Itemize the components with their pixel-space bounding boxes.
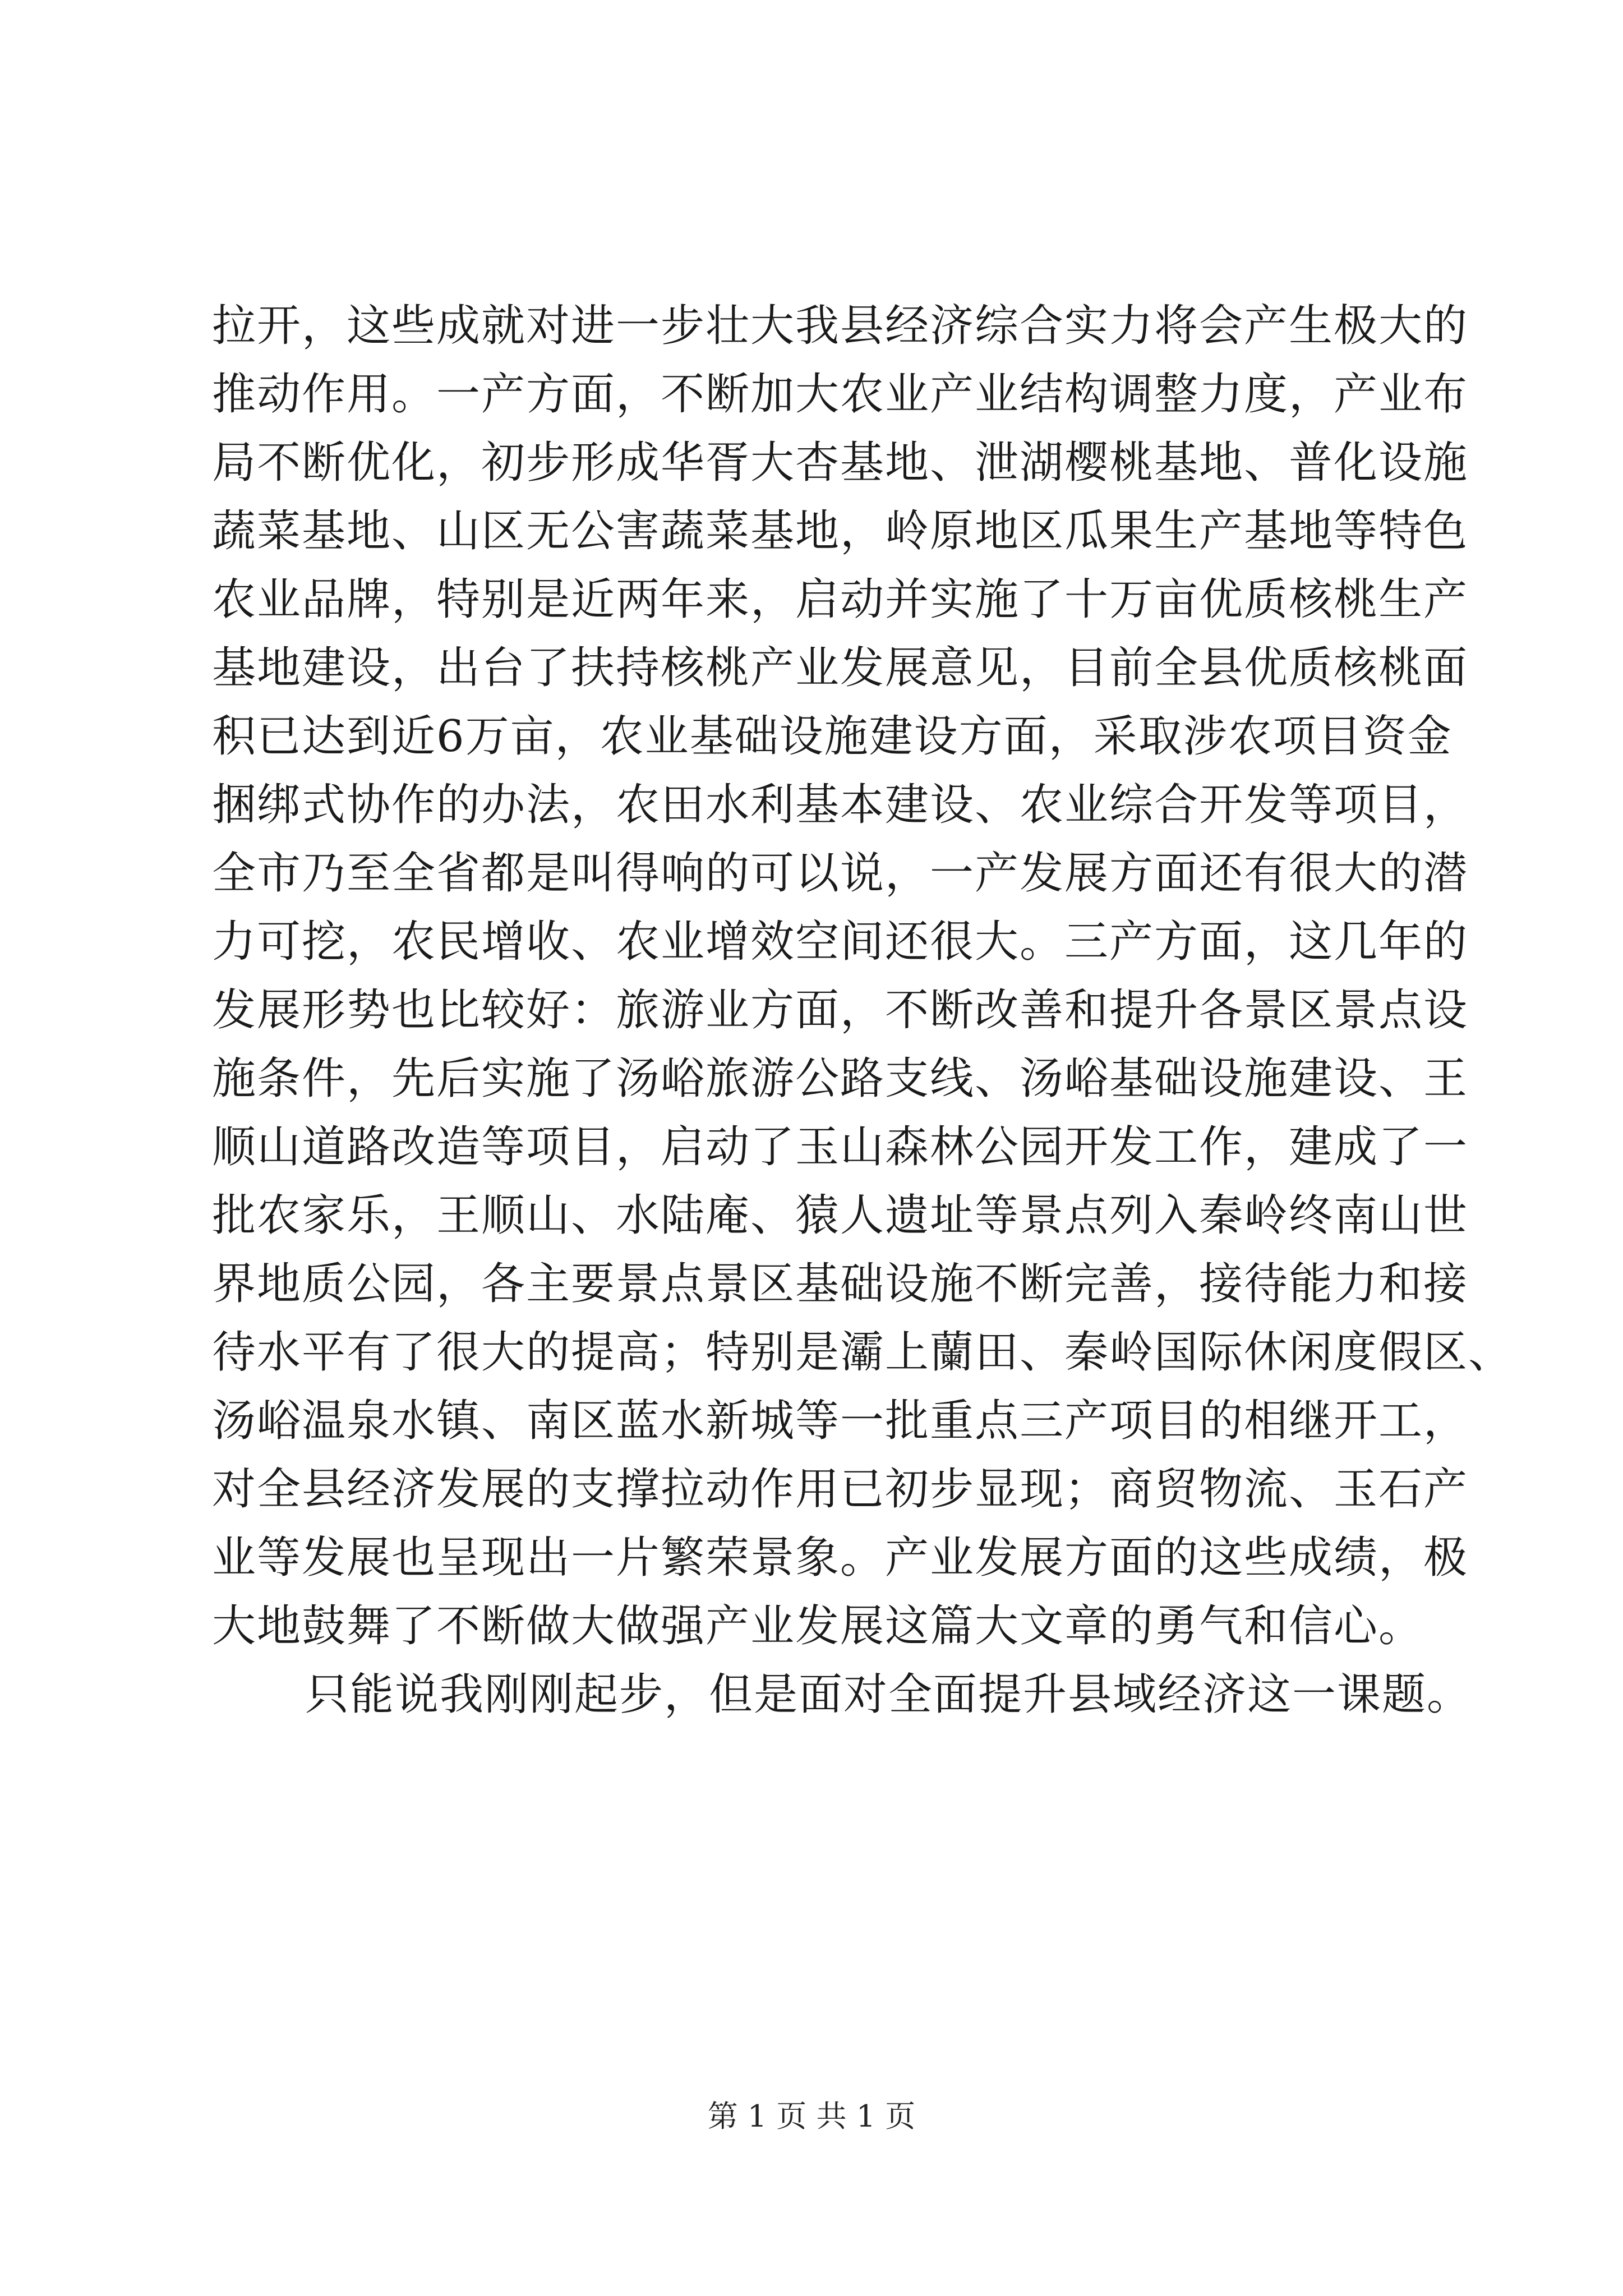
text-line: 待水平有了很大的提高；特别是灞上蘭田、秦岭国际休闲度假区、 [212,1327,1514,1378]
text-line: 汤峪温泉水镇、南区蓝水新城等一批重点三产项目的相继开工， [212,1396,1469,1446]
text-line: 批农家乐，王顺山、水陆庵、猿人遗址等景点列入秦岭终南山世 [212,1190,1469,1241]
page-footer [0,2097,1623,2136]
text-line: 局不断优化，初步形成华胥大杏基地、泄湖樱桃基地、普化设施 [212,438,1469,488]
text-line: 拉开，这些成就对进一步壮大我县经济综合实力将会产生极大的 [212,301,1469,351]
body-text [212,292,1514,1729]
text-line: 对全县经济发展的支撑拉动作用已初步显现；商贸物流、玉石产 [212,1464,1469,1515]
text-line: 大地鼓舞了不断做大做强产业发展这篇大文章的勇气和信心。 [212,1601,1424,1651]
text-line: 推动作用。一产方面，不断加大农业产业结构调整力度，产业布 [212,369,1469,420]
page-number-label: 第 1 页 共 1 页 [707,2099,916,2134]
text-line: 基地建设，出台了扶持核桃产业发展意见，目前全县优质核桃面 [212,643,1469,693]
text-line: 施条件，先后实施了汤峪旅游公路支线、汤峪基础设施建设、王 [212,1053,1469,1104]
text-line: 捆绑式协作的办法，农田水利基本建设、农业综合开发等项目， [212,780,1469,830]
text-line: 农业品牌，特别是近两年来，启动并实施了十万亩优质核桃生产 [212,574,1469,625]
text-line: 积已达到近6万亩，农业基础设施建设方面，采取涉农项目资金 [212,711,1453,762]
text-line: 力可挖，农民增收、农业增效空间还很大。三产方面，这几年的 [212,917,1469,967]
text-line: 只能说我刚刚起步，但是面对全面提升县域经济这一课题。 [305,1669,1472,1720]
text-line: 发展形势也比较好：旅游业方面，不断改善和提升各景区景点设 [212,985,1469,1036]
text-line: 蔬菜基地、山区无公害蔬菜基地，岭原地区瓜果生产基地等特色 [212,506,1469,556]
text-line: 顺山道路改造等项目，启动了玉山森林公园开发工作，建成了一 [212,1122,1469,1172]
text-line: 全市乃至全省都是叫得响的可以说，一产发展方面还有很大的潜 [212,848,1469,899]
text-line: 业等发展也呈现出一片繁荣景象。产业发展方面的这些成绩，极 [212,1533,1469,1583]
text-line: 界地质公园，各主要景点景区基础设施不断完善，接待能力和接 [212,1259,1469,1309]
